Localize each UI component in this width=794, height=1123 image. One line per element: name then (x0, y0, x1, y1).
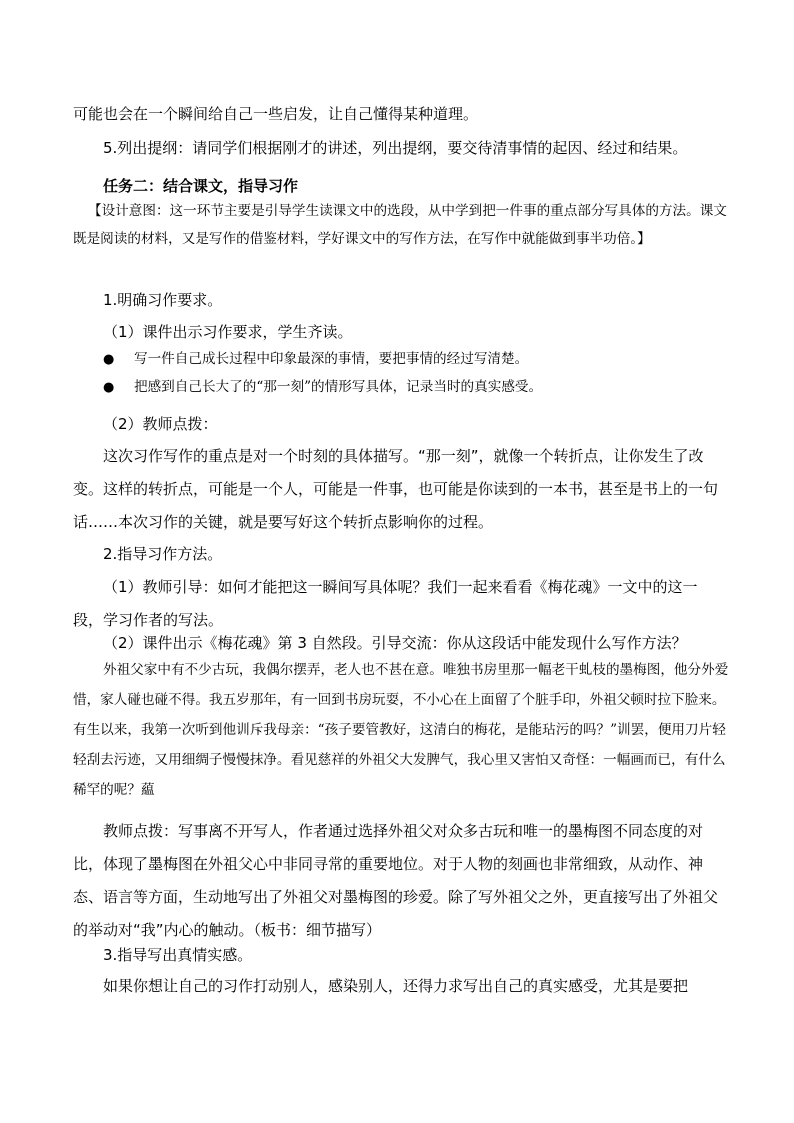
item-1-1: （1）课件出示习作要求，学生齐读。 (103, 323, 353, 341)
bullet-icon: ● (103, 380, 115, 395)
item-2: 2.指导习作方法。 (103, 545, 223, 563)
design-intent: 【设计意图：这一环节主要是引导学生读课文中的选段，从中学到把一件事的重点部分写具体的方法。课文既是阅读的材料，又是写作的借鉴材料，学好课文中的写作方法，在写作中就能做到事半功倍。】 (73, 203, 727, 247)
paragraph: 如果你想让自己的习作打动别人，感染别人，还得力求写出自己的真实感受，尤其是要把 (103, 977, 689, 995)
requirement-bullet: 写一件自己成长过程中印象最深的事情，要把事情的经过写清楚。 (134, 351, 529, 367)
paragraph: （1）教师引导：如何才能把这一瞬间写具体呢？我们一起来看看《梅花魂》一文中的这一段，学习作者的写法。 (73, 578, 698, 629)
bullet-icon: ● (103, 352, 115, 367)
requirement-bullet: 把感到自己长大了的“那一刻”的情形写具体，记录当时的真实感受。 (134, 379, 543, 395)
item-3: 3.指导写出真情实感。 (103, 946, 253, 964)
paragraph: 这次习作写作的重点是对一个时刻的具体描写。“那一刻”，就像一个转折点，让你发生了改变。这样的转折点，可能是一个人，可能是一件事，也可能是你读到的一本书，甚至是书上的一句话……本次习作的关键，就是要写好这个转折点影响你的过程。 (73, 447, 719, 531)
quoted-passage: 外祖父家中有不少古玩，我偶尔摆弄，老人也不甚在意。唯独书房里那一幅老干虬枝的墨梅图，他分外爱惜，家人碰也碰不得。我五岁那年，有一回到书房玩耍，不小心在上面留了个脏手印，外祖父顿时拉下脸来。有生以来，我第一次听到他训斥我母亲：“孩子要管教好，这清白的梅花，是能玷污的吗？”训罢，便用刀片轻轻刮去污迹，又用细绸子慢慢抹净。看见慈祥的外祖父大发脾气，我心里又害怕又奇怪：一幅画而已，有什么稀罕的呢？藴 (73, 662, 729, 798)
item-1: 1.明确习作要求。 (103, 291, 223, 309)
teacher-comment: 教师点拨：写事离不开写人，作者通过选择外祖父对众多古玩和唯一的墨梅图不同态度的对比，体现了墨梅图在外祖父心中非同寻常的重要地位。对于人物的刻画也非常细致，从动作、神态、语言等方面，生动地写出了外祖父对墨梅图的珍爱。除了写外祖父之外，更直接写出了外祖父的举动对“我”内心的触动。（板书：细节描写） (73, 822, 719, 939)
item-1-2: （2）教师点拨： (103, 415, 218, 433)
text-line: 可能也会在一个瞬间给自己一些启发，让自己懂得某种道理。 (73, 105, 479, 123)
item-2-2: （2）课件出示《梅花魂》第 3 自然段。引导交流：你从这段话中能发现什么写作方法？ (103, 634, 687, 652)
task2-heading: 任务二：结合课文，指导习作 (103, 177, 299, 195)
outline-step: 5.列出提纲：请同学们根据刚才的讲述，列出提纲，要交待清事情的起因、经过和结果。 (103, 139, 688, 157)
